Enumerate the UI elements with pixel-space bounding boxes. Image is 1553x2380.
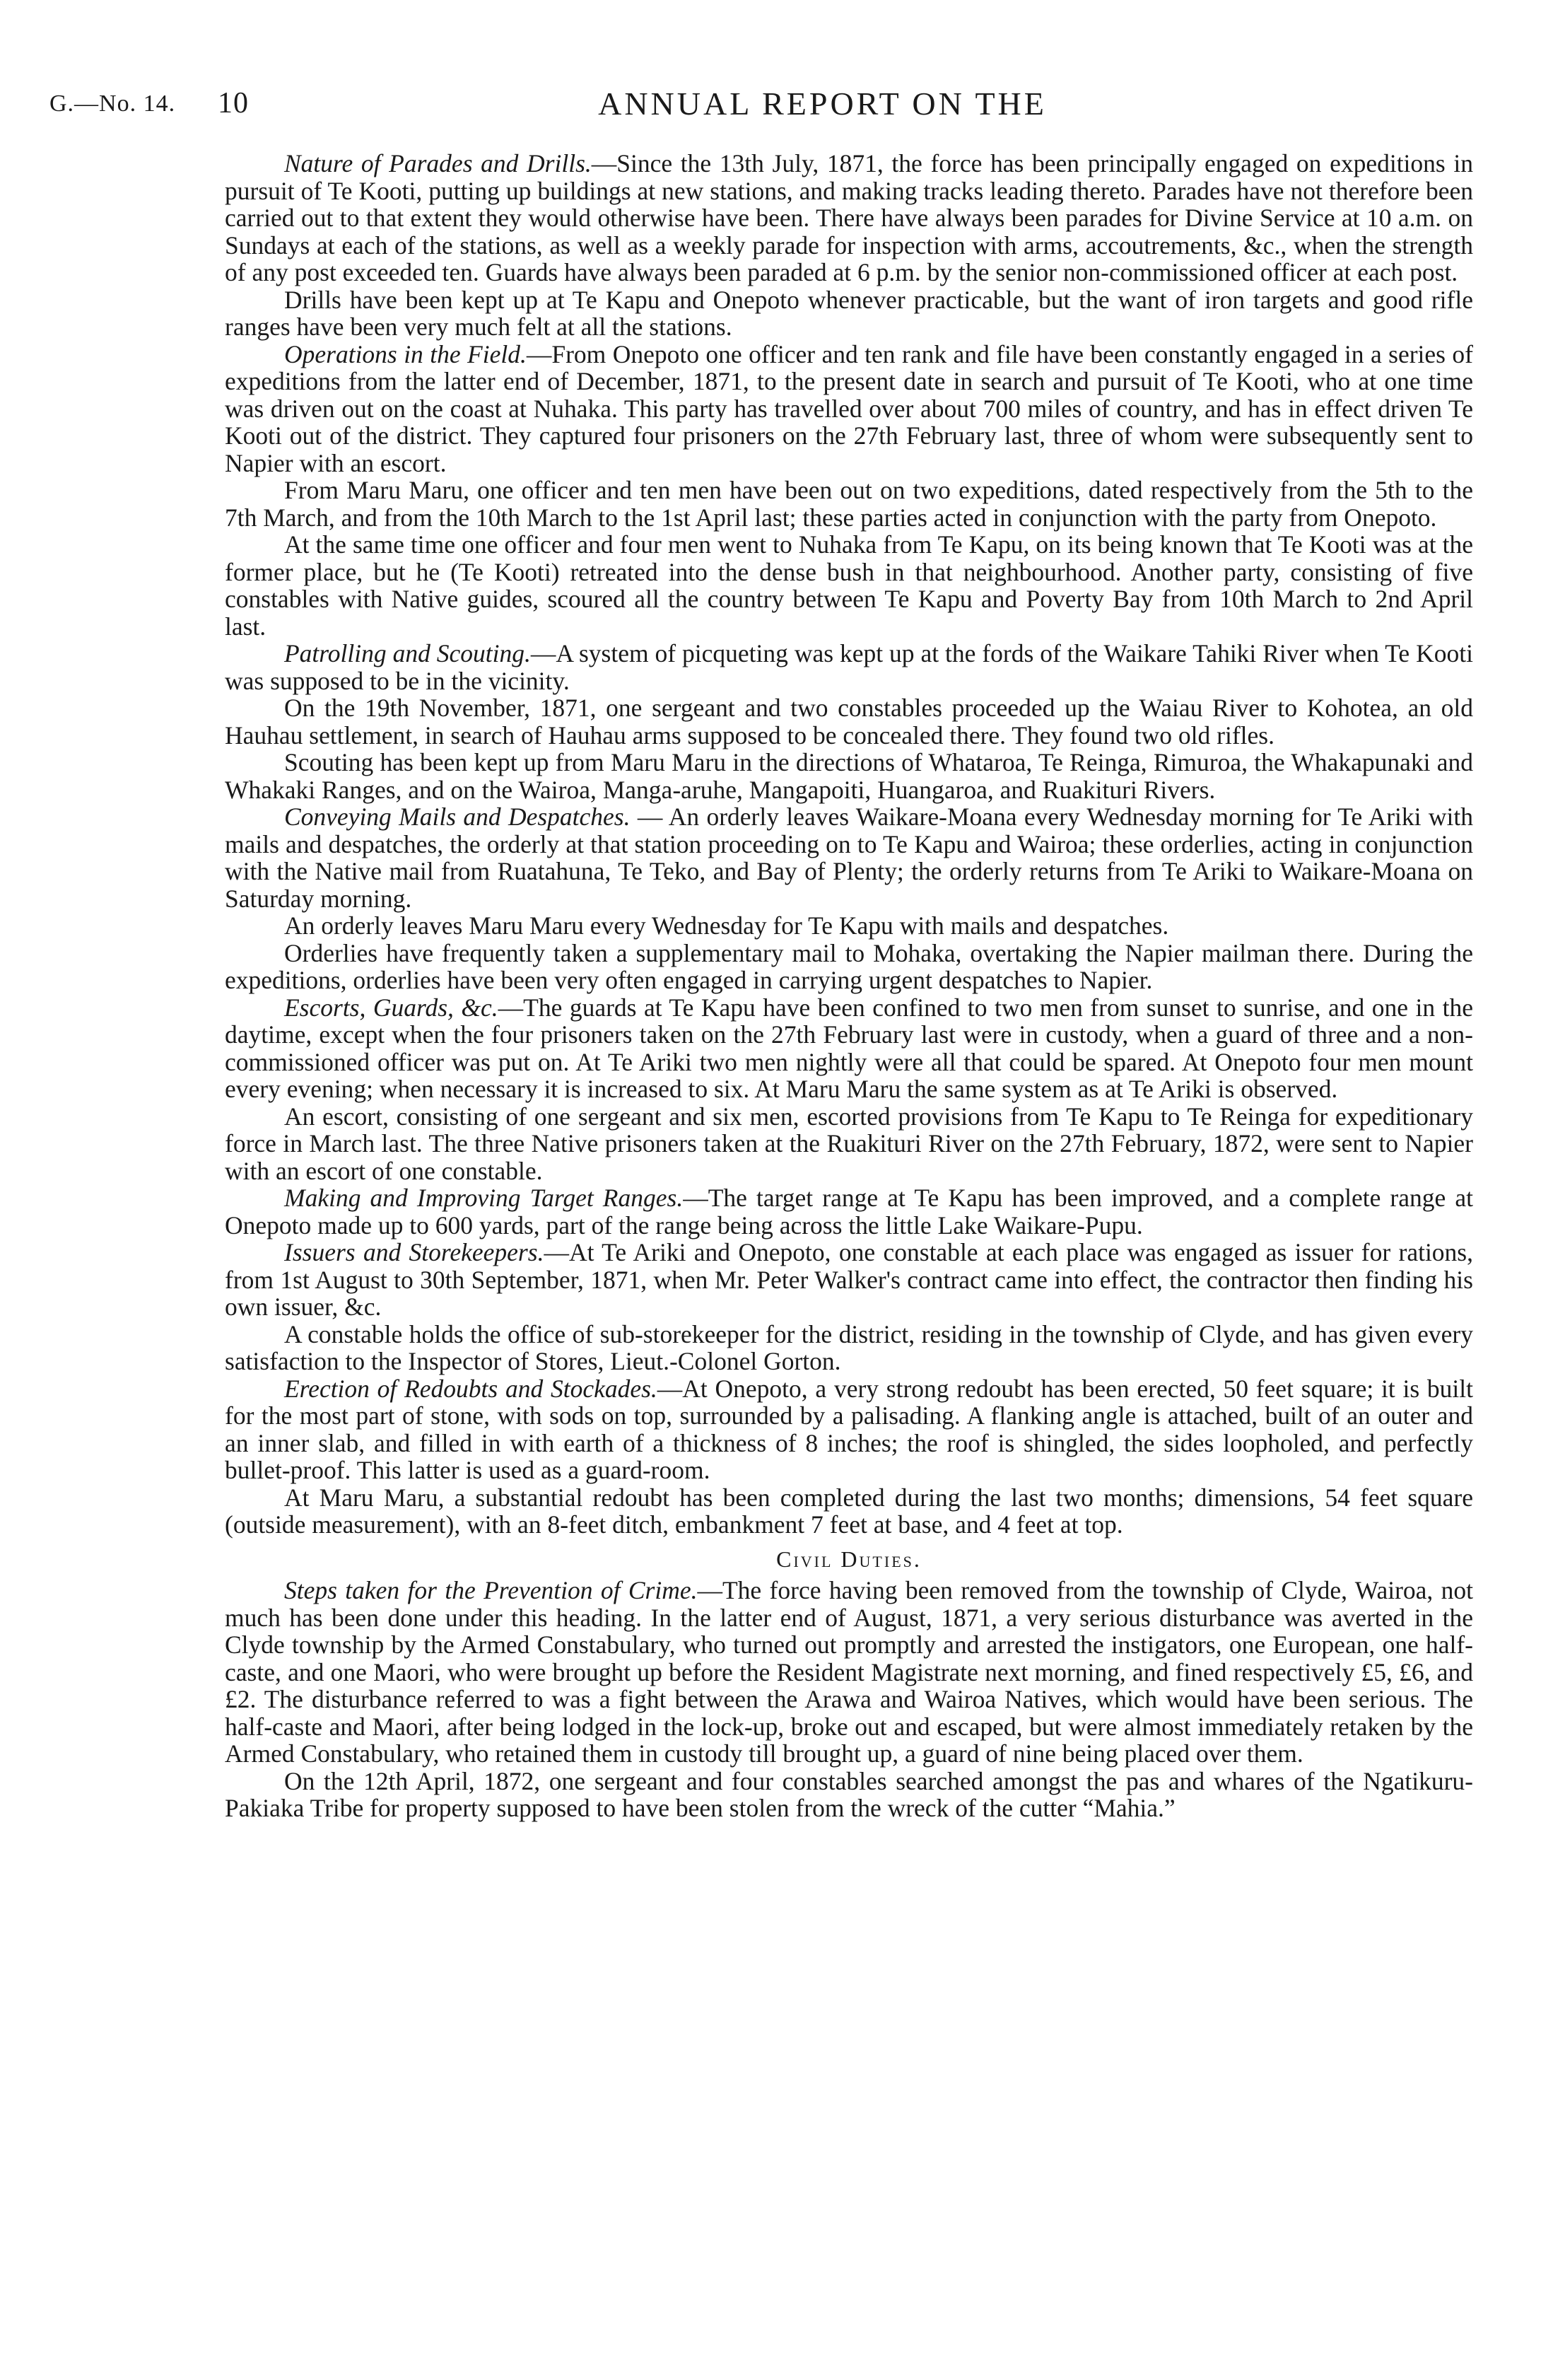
report-body — [225, 150, 1473, 1822]
paragraph-text: Drills have been kept up at Te Kapu and Onepoto whenever practicable, but the want of iron targets and good rifle ranges have been very much felt at all the stations. — [225, 285, 1473, 341]
paragraph-heading: Escorts, Guards, &c. — [284, 993, 498, 1022]
paragraph-heading: Making and Improving Target Ranges. — [284, 1184, 684, 1212]
paragraph — [225, 150, 1473, 286]
paragraph — [225, 694, 1473, 749]
paragraph-text: —At Onepoto, a very strong redoubt has been erected, 50 feet square; it is built for the most part of stone, with sods on top, surrounded by a palisading. A flanking angle is attached, built of an outer and an inner slab, and filled in with earth of a thickness of 8 inches; the roof is shingled, the sides loopholed, and perfectly bullet-proof. This latter is used as a guard-room. — [225, 1374, 1473, 1484]
page-number: 10 — [218, 87, 249, 119]
paragraph — [225, 1484, 1473, 1539]
paragraph — [225, 341, 1473, 477]
paragraph — [225, 286, 1473, 341]
document-reference: G.—No. 14. — [49, 91, 176, 117]
paragraph — [225, 1768, 1473, 1822]
paragraph — [225, 749, 1473, 803]
paragraph — [225, 1577, 1473, 1768]
paragraph-text: Scouting has been kept up from Maru Maru in the directions of Whataroa, Te Reinga, Rimuroa, the Whakapunaki and Whakaki Ranges, and on the Wairoa, Manga-aruhe, Mangapoiti, Huangaroa, and Ruakituri Rivers. — [225, 748, 1473, 804]
paragraph-text: —Since the 13th July, 1871, the force has been principally engaged on expeditions in pursuit of Te Kooti, putting up buildings at new stations, and making tracks leading thereto. Parades have not therefore been carried out to that extent they would otherwise have been. There have always been parades for Divine Service at 10 a.m. on Sundays at each of the stations, as well as a weekly parade for inspection with arms, accoutrements, &c., when the strength of any post exceeded ten. Guards have always been paraded at 6 p.m. by the senior non-commissioned officer at each post. — [225, 149, 1473, 286]
paragraph-text: At Maru Maru, a substantial redoubt has been completed during the last two months; dimensions, 54 feet square (outside measurement), with an 8-feet ditch, embankment 7 feet at base, and 4 feet at top. — [225, 1483, 1473, 1539]
paragraph-text: A constable holds the office of sub-storekeeper for the district, residing in the township of Clyde, and has given every satisfaction to the Inspector of Stores, Lieut.-Colonel Gorton. — [225, 1319, 1473, 1375]
paragraph-text: Orderlies have frequently taken a supplementary mail to Mohaka, overtaking the Napier mailman there. During the expeditions, orderlies have been very often engaged in carrying urgent despatches to Napier. — [225, 938, 1473, 994]
paragraph-heading: Patrolling and Scouting. — [284, 639, 531, 667]
paragraph — [225, 1184, 1473, 1239]
paragraph-heading: Erection of Redoubts and Stockades. — [284, 1374, 657, 1403]
paragraph-heading: Steps taken for the Prevention of Crime. — [284, 1576, 698, 1604]
paragraph-text: —The guards at Te Kapu have been confined to two men from sunset to sunrise, and one in the daytime, except when the four prisoners taken on the 27th February last were in custody, when a guard of three and a non-commissioned officer was put on. At Te Ariki two men nightly were all that could be spared. At Onepoto four men mount every evening; when necessary it is increased to six. At Maru Maru the same system as at Te Ariki is observed. — [225, 993, 1473, 1103]
paragraph-text: —A system of picqueting was kept up at the fords of the Waikare Tahiki River when Te Kooti was supposed to be in the vicinity. — [225, 639, 1473, 695]
paragraph-text: An escort, consisting of one sergeant and six men, escorted provisions from Te Kapu to Te Reinga for expeditionary force in March last. The three Native prisoners taken at the Ruakituri River on the 27th February, 1872, were sent to Napier with an escort of one constable. — [225, 1102, 1473, 1185]
paragraph — [225, 994, 1473, 1103]
paragraph — [225, 1239, 1473, 1321]
paragraph — [225, 1321, 1473, 1375]
paragraph — [225, 531, 1473, 640]
paragraph-heading: Nature of Parades and Drills. — [284, 149, 592, 177]
paragraph — [225, 640, 1473, 694]
paragraph — [225, 803, 1473, 912]
paragraph-heading: Operations in the Field. — [284, 339, 527, 368]
page-header — [49, 83, 1496, 133]
paragraph-text: —From Onepoto one officer and ten rank and file have been constantly engaged in a series of expeditions from the latter end of December, 1871, to the present date in search and pursuit of Te Kooti, who at one time was driven out on the coast at Nuhaka. This party has travelled over about 700 miles of country, and has in effect driven Te Kooti out of the district. They captured four prisoners on the 27th February last, three of whom were subsequently sent to Napier with an escort. — [225, 339, 1473, 477]
paragraph-text: —At Te Ariki and Onepoto, one constable at each place was engaged as issuer for rations, from 1st August to 30th September, 1871, when Mr. Peter Walker's contract came into effect, the contractor then finding his own issuer, &c. — [225, 1238, 1473, 1321]
paragraph — [225, 940, 1473, 994]
paragraph-heading: Conveying Mails and Despatches. — [284, 803, 631, 831]
paragraph-text: —The force having been removed from the township of Clyde, Wairoa, not much has been done under this heading. In the latter end of August, 1871, a very serious disturbance was averted in the Clyde township by the Armed Constabulary, who turned out promptly and arrested the instigators, one European, one half-caste, and one Maori, who were brought up before the Resident Magistrate next morning, and fined respectively £5, £6, and £2. The disturbance referred to was a fight between the Arawa and Wairoa Natives, which would have been serious. The half-caste and Maori, after being lodged in the lock-up, broke out and escaped, but were almost immediately retaken by the Armed Constabulary, who retained them in custody till brought up, a guard of nine being placed over them. — [225, 1576, 1474, 1768]
paragraph-heading: Issuers and Storekeepers. — [284, 1238, 544, 1266]
paragraph — [225, 1103, 1473, 1185]
paragraph-text: From Maru Maru, one officer and ten men have been out on two expeditions, dated respectively from the 5th to the 7th March, and from the 10th March to the 1st April last; these parties acted in conjunction with the party from Onepoto. — [225, 476, 1473, 532]
paragraph-text: On the 12th April, 1872, one sergeant and four constables searched amongst the pas and whares of the Ngatikuru-Pakiaka Tribe for property supposed to have been stolen from the wreck of the cutter “Mahia.” — [225, 1766, 1473, 1822]
paragraph-text: — An orderly leaves Waikare-Moana every Wednesday morning for Te Ariki with mails and despatches, the orderly at that station proceeding on to Te Kapu and Wairoa; these orderlies, acting in conjunction with the Native mail from Ruatahuna, Te Teko, and Bay of Plenty; the orderly returns from Te Ariki to Waikare-Moana on Saturday morning. — [225, 803, 1473, 913]
paragraph — [225, 912, 1473, 940]
running-title: ANNUAL REPORT ON THE — [598, 86, 1047, 122]
paragraph-text: An orderly leaves Maru Maru every Wednesday for Te Kapu with mails and despatches. — [284, 911, 1169, 940]
paragraph — [225, 477, 1473, 531]
paragraph-text: —The target range at Te Kapu has been improved, and a complete range at Onepoto made up to 600 yards, part of the range being across the little Lake Waikare-Pupu. — [225, 1184, 1473, 1239]
paragraph-text: At the same time one officer and four men went to Nuhaka from Te Kapu, on its being known that Te Kooti was at the former place, but he (Te Kooti) retreated into the dense bush in that neighbourhood. Another party, consisting of five constables with Native guides, scoured all the country between Te Kapu and Poverty Bay from 10th March to 2nd April last. — [225, 530, 1473, 641]
paragraph-text: On the 19th November, 1871, one sergeant and two constables proceeded up the Waiau River to Kohotea, an old Hauhau settlement, in search of Hauhau arms supposed to be concealed there. They found two old rifles. — [225, 694, 1473, 749]
paragraph — [225, 1375, 1473, 1484]
section-heading: Civil Duties. — [776, 1546, 922, 1572]
